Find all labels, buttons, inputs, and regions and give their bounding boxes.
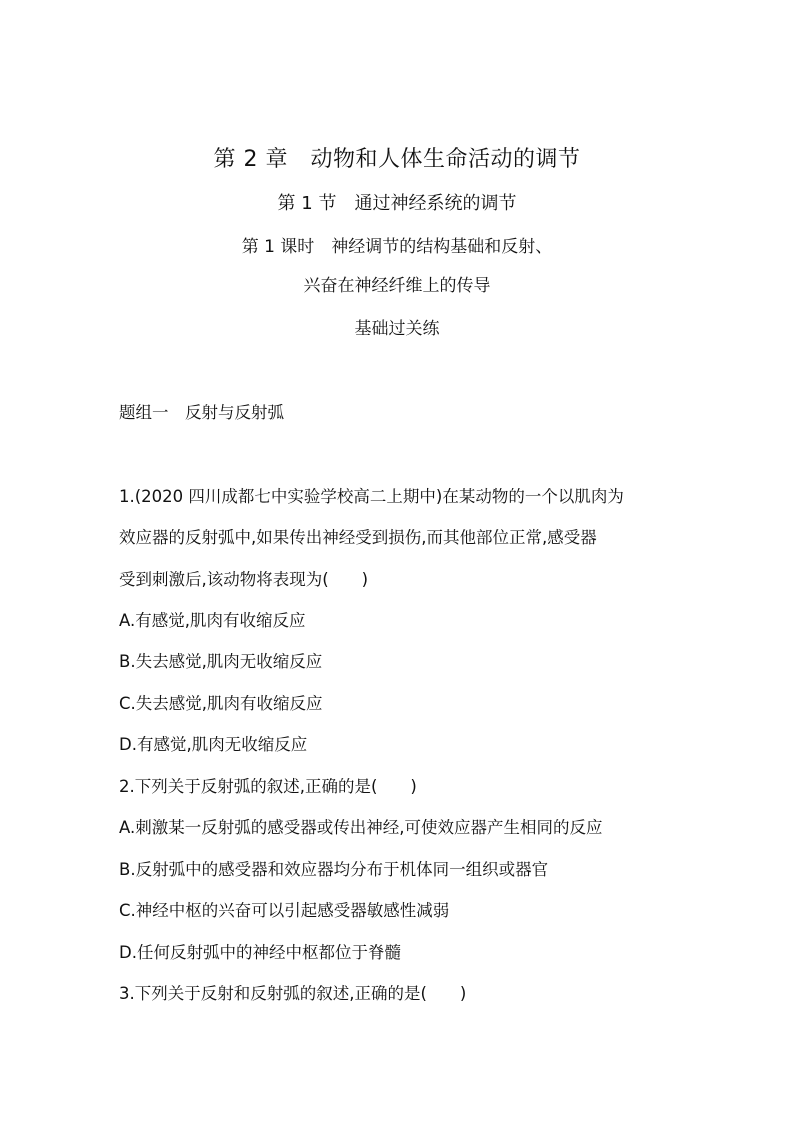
chapter-title: 第 2 章 动物和人体生命活动的调节 (213, 147, 581, 172)
q1-stem-line-3: 受到刺激后,该动物将表现为( ) (119, 570, 369, 589)
q2-option-a: A.刺激某一反射弧的感受器或传出神经,可使效应器产生相同的反应 (119, 818, 603, 837)
q1-option-a: A.有感觉,肌肉有收缩反应 (119, 611, 306, 630)
q2-option-d: D.任何反射弧中的神经中枢都位于脊髓 (119, 943, 401, 962)
q1-stem-line-1: 1.(2020 四川成都七中实验学校高二上期中)在某动物的一个以肌肉为 (119, 487, 624, 506)
lesson-title-line-2: 兴奋在神经纤维上的传导 (303, 276, 491, 296)
section-title: 第 1 节 通过神经系统的调节 (277, 193, 517, 214)
practice-heading: 基础过关练 (354, 319, 440, 339)
q2-stem: 2.下列关于反射弧的叙述,正确的是( ) (119, 777, 417, 796)
q1-option-c: C.失去感觉,肌肉有收缩反应 (119, 694, 323, 713)
lesson-title-line-1: 第 1 课时 神经调节的结构基础和反射、 (241, 237, 553, 257)
question-group-heading: 题组一 反射与反射弧 (119, 403, 284, 422)
q1-option-d: D.有感觉,肌肉无收缩反应 (119, 735, 308, 754)
q3-stem: 3.下列关于反射和反射弧的叙述,正确的是( ) (119, 984, 467, 1003)
q2-option-b: B.反射弧中的感受器和效应器均分布于机体同一组织或器官 (119, 860, 549, 879)
q2-option-c: C.神经中枢的兴奋可以引起感受器敏感性减弱 (119, 901, 450, 920)
q1-stem-line-2: 效应器的反射弧中,如果传出神经受到损伤,而其他部位正常,感受器 (119, 528, 597, 547)
q1-option-b: B.失去感觉,肌肉无收缩反应 (119, 652, 323, 671)
